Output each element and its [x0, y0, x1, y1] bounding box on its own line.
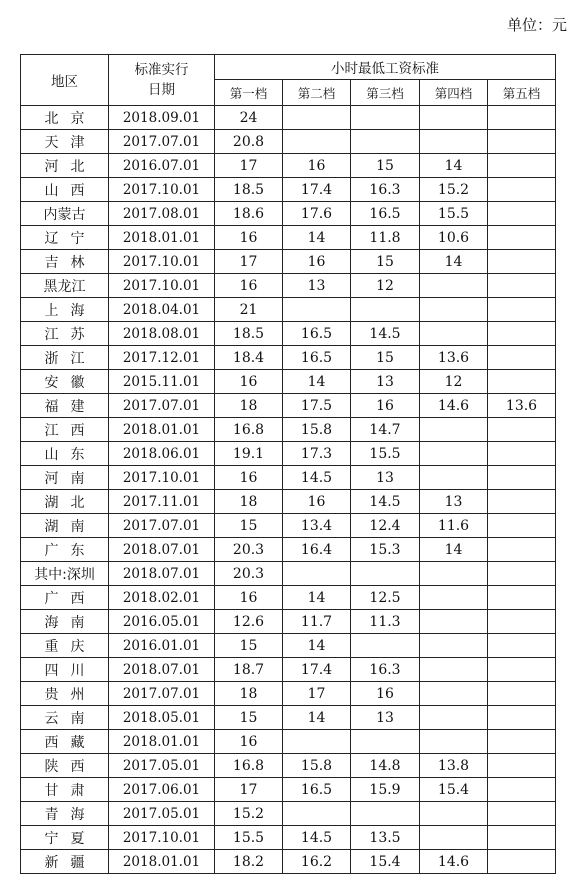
date-cell: 2017.05.01 — [109, 802, 215, 826]
tier-4-cell — [420, 802, 488, 826]
date-cell: 2018.01.01 — [109, 226, 215, 250]
tier-3-cell: 13 — [351, 370, 420, 394]
tier-3-cell: 15 — [351, 154, 420, 178]
date-cell: 2018.01.01 — [109, 730, 215, 754]
tier-2-cell: 14 — [283, 586, 351, 610]
table-row — [21, 466, 556, 490]
date-cell: 2017.07.01 — [109, 514, 215, 538]
tier-5-cell — [488, 778, 556, 802]
tier-3-cell: 16.3 — [351, 178, 420, 202]
tier-5-cell — [488, 634, 556, 658]
tier-4-cell: 11.6 — [420, 514, 488, 538]
tier-3-cell: 16.5 — [351, 202, 420, 226]
tier-1-cell: 20.8 — [215, 130, 283, 154]
tier-1-cell: 16 — [215, 370, 283, 394]
region-cell: 山西 — [21, 178, 109, 202]
tier-4-cell — [420, 562, 488, 586]
region-cell: 广西 — [21, 586, 109, 610]
region-cell: 浙江 — [21, 346, 109, 370]
tier-1-cell: 18.5 — [215, 322, 283, 346]
date-cell: 2017.05.01 — [109, 754, 215, 778]
tier-2-cell — [283, 298, 351, 322]
region-cell: 上海 — [21, 298, 109, 322]
tier-1-cell: 16.8 — [215, 754, 283, 778]
tier-2-cell: 17 — [283, 682, 351, 706]
region-cell: 湖北 — [21, 490, 109, 514]
table-row — [21, 850, 556, 874]
tier-5-cell — [488, 322, 556, 346]
date-cell: 2018.09.01 — [109, 106, 215, 130]
region-cell: 辽宁 — [21, 226, 109, 250]
tier-5-cell — [488, 226, 556, 250]
tier-5-cell — [488, 202, 556, 226]
header-date-label: 标准实行日期 — [134, 62, 189, 98]
tier-3-cell: 13.5 — [351, 826, 420, 850]
tier-4-cell — [420, 418, 488, 442]
tier-4-cell: 15.4 — [420, 778, 488, 802]
table-body — [21, 106, 556, 874]
date-cell: 2017.06.01 — [109, 778, 215, 802]
tier-2-cell: 14 — [283, 706, 351, 730]
region-cell: 甘肃 — [21, 778, 109, 802]
tier-5-cell — [488, 730, 556, 754]
tier-5-cell — [488, 490, 556, 514]
region-cell: 陕西 — [21, 754, 109, 778]
tier-1-cell: 18.4 — [215, 346, 283, 370]
table-row — [21, 706, 556, 730]
region-cell: 江苏 — [21, 322, 109, 346]
date-cell: 2018.05.01 — [109, 706, 215, 730]
tier-2-cell: 16 — [283, 154, 351, 178]
header-date — [109, 55, 215, 106]
table-row — [21, 562, 556, 586]
tier-4-cell: 13.6 — [420, 346, 488, 370]
table-row — [21, 658, 556, 682]
tier-3-cell — [351, 562, 420, 586]
tier-3-cell: 15 — [351, 250, 420, 274]
date-cell: 2015.11.01 — [109, 370, 215, 394]
table-row — [21, 394, 556, 418]
tier-4-cell — [420, 634, 488, 658]
date-cell: 2017.07.01 — [109, 130, 215, 154]
table-row — [21, 418, 556, 442]
table-row — [21, 754, 556, 778]
tier-3-cell — [351, 130, 420, 154]
tier-3-cell: 14.5 — [351, 322, 420, 346]
tier-2-cell: 13.4 — [283, 514, 351, 538]
region-cell: 四川 — [21, 658, 109, 682]
tier-5-cell — [488, 538, 556, 562]
region-cell: 重庆 — [21, 634, 109, 658]
date-cell: 2018.01.01 — [109, 418, 215, 442]
date-cell: 2017.10.01 — [109, 466, 215, 490]
header-tier-5: 第五档 — [488, 80, 556, 106]
tier-3-cell — [351, 634, 420, 658]
table-row — [21, 106, 556, 130]
tier-2-cell: 17.5 — [283, 394, 351, 418]
tier-5-cell — [488, 298, 556, 322]
table-row — [21, 250, 556, 274]
date-cell: 2017.07.01 — [109, 682, 215, 706]
region-cell: 河南 — [21, 466, 109, 490]
tier-1-cell: 18 — [215, 682, 283, 706]
tier-1-cell: 17 — [215, 250, 283, 274]
tier-2-cell: 15.8 — [283, 418, 351, 442]
tier-2-cell: 16 — [283, 490, 351, 514]
tier-1-cell: 15.2 — [215, 802, 283, 826]
tier-5-cell — [488, 562, 556, 586]
tier-1-cell: 20.3 — [215, 562, 283, 586]
tier-3-cell: 15.3 — [351, 538, 420, 562]
header-tier-4: 第四档 — [420, 80, 488, 106]
tier-4-cell — [420, 586, 488, 610]
region-cell: 云南 — [21, 706, 109, 730]
tier-4-cell — [420, 442, 488, 466]
tier-2-cell: 14.5 — [283, 466, 351, 490]
table-row — [21, 538, 556, 562]
tier-3-cell: 14.5 — [351, 490, 420, 514]
tier-1-cell: 12.6 — [215, 610, 283, 634]
date-cell: 2017.10.01 — [109, 250, 215, 274]
region-cell: 北京 — [21, 106, 109, 130]
tier-5-cell — [488, 346, 556, 370]
tier-3-cell: 15.5 — [351, 442, 420, 466]
region-cell: 青海 — [21, 802, 109, 826]
tier-2-cell: 16 — [283, 250, 351, 274]
tier-3-cell: 12.5 — [351, 586, 420, 610]
tier-3-cell: 13 — [351, 706, 420, 730]
tier-4-cell: 14.6 — [420, 394, 488, 418]
header-tier-2: 第二档 — [283, 80, 351, 106]
tier-1-cell: 16 — [215, 730, 283, 754]
tier-1-cell: 18.7 — [215, 658, 283, 682]
table-row — [21, 298, 556, 322]
tier-3-cell: 16 — [351, 682, 420, 706]
region-cell: 天津 — [21, 130, 109, 154]
header-hourly-wage-group: 小时最低工资标准 — [215, 55, 556, 80]
tier-5-cell — [488, 178, 556, 202]
tier-4-cell: 15.2 — [420, 178, 488, 202]
table-row — [21, 442, 556, 466]
date-cell: 2017.10.01 — [109, 826, 215, 850]
tier-1-cell: 18 — [215, 394, 283, 418]
tier-5-cell — [488, 610, 556, 634]
region-cell: 广东 — [21, 538, 109, 562]
header-tier-3: 第三档 — [351, 80, 420, 106]
tier-2-cell: 14 — [283, 634, 351, 658]
tier-3-cell: 11.8 — [351, 226, 420, 250]
tier-3-cell: 15.4 — [351, 850, 420, 874]
tier-4-cell: 13.8 — [420, 754, 488, 778]
tier-1-cell: 16 — [215, 226, 283, 250]
date-cell: 2017.12.01 — [109, 346, 215, 370]
tier-1-cell: 15 — [215, 706, 283, 730]
tier-1-cell: 15.5 — [215, 826, 283, 850]
table-row — [21, 226, 556, 250]
tier-4-cell — [420, 682, 488, 706]
region-cell: 贵州 — [21, 682, 109, 706]
tier-1-cell: 16.8 — [215, 418, 283, 442]
tier-5-cell — [488, 442, 556, 466]
tier-1-cell: 15 — [215, 634, 283, 658]
tier-4-cell — [420, 130, 488, 154]
date-cell: 2017.07.01 — [109, 394, 215, 418]
region-cell: 江西 — [21, 418, 109, 442]
tier-4-cell — [420, 730, 488, 754]
region-cell: 宁夏 — [21, 826, 109, 850]
tier-1-cell: 18.2 — [215, 850, 283, 874]
tier-2-cell: 17.4 — [283, 178, 351, 202]
tier-4-cell: 14.6 — [420, 850, 488, 874]
table-row — [21, 586, 556, 610]
tier-5-cell — [488, 754, 556, 778]
tier-5-cell — [488, 154, 556, 178]
header-tier-1: 第一档 — [215, 80, 283, 106]
tier-5-cell — [488, 826, 556, 850]
tier-5-cell — [488, 586, 556, 610]
tier-1-cell: 21 — [215, 298, 283, 322]
region-cell: 西藏 — [21, 730, 109, 754]
tier-1-cell: 24 — [215, 106, 283, 130]
tier-2-cell — [283, 562, 351, 586]
date-cell: 2018.04.01 — [109, 298, 215, 322]
tier-4-cell: 14 — [420, 538, 488, 562]
region-cell: 海南 — [21, 610, 109, 634]
tier-5-cell — [488, 850, 556, 874]
table-row — [21, 370, 556, 394]
date-cell: 2017.10.01 — [109, 178, 215, 202]
tier-4-cell — [420, 466, 488, 490]
tier-3-cell: 14.7 — [351, 418, 420, 442]
tier-2-cell: 17.6 — [283, 202, 351, 226]
tier-4-cell — [420, 658, 488, 682]
tier-3-cell: 12.4 — [351, 514, 420, 538]
table-row — [21, 682, 556, 706]
table-row — [21, 178, 556, 202]
tier-5-cell — [488, 130, 556, 154]
tier-2-cell: 15.8 — [283, 754, 351, 778]
table-row — [21, 634, 556, 658]
minimum-wage-table — [20, 54, 556, 874]
region-cell: 河北 — [21, 154, 109, 178]
tier-2-cell: 16.5 — [283, 322, 351, 346]
tier-1-cell: 16 — [215, 586, 283, 610]
tier-4-cell — [420, 706, 488, 730]
tier-2-cell — [283, 730, 351, 754]
tier-2-cell — [283, 130, 351, 154]
tier-4-cell — [420, 106, 488, 130]
date-cell: 2016.07.01 — [109, 154, 215, 178]
tier-3-cell — [351, 802, 420, 826]
tier-1-cell: 20.3 — [215, 538, 283, 562]
tier-2-cell: 16.5 — [283, 346, 351, 370]
table-row — [21, 274, 556, 298]
tier-3-cell: 16.3 — [351, 658, 420, 682]
table-row — [21, 322, 556, 346]
tier-2-cell: 14 — [283, 370, 351, 394]
region-cell: 山东 — [21, 442, 109, 466]
tier-3-cell: 15.9 — [351, 778, 420, 802]
tier-4-cell — [420, 322, 488, 346]
tier-5-cell — [488, 274, 556, 298]
tier-2-cell: 17.4 — [283, 658, 351, 682]
tier-1-cell: 16 — [215, 466, 283, 490]
tier-3-cell — [351, 298, 420, 322]
table-row — [21, 130, 556, 154]
table-row — [21, 778, 556, 802]
table-row — [21, 154, 556, 178]
tier-5-cell — [488, 466, 556, 490]
tier-3-cell — [351, 730, 420, 754]
tier-1-cell: 16 — [215, 274, 283, 298]
tier-4-cell — [420, 610, 488, 634]
tier-5-cell — [488, 802, 556, 826]
unit-label: 单位：元 — [506, 16, 567, 34]
region-cell: 内蒙古 — [21, 202, 109, 226]
tier-2-cell: 14.5 — [283, 826, 351, 850]
tier-5-cell — [488, 706, 556, 730]
tier-4-cell: 13 — [420, 490, 488, 514]
tier-5-cell — [488, 250, 556, 274]
tier-4-cell: 10.6 — [420, 226, 488, 250]
region-cell: 其中:深圳 — [21, 562, 109, 586]
tier-1-cell: 19.1 — [215, 442, 283, 466]
tier-4-cell — [420, 826, 488, 850]
tier-2-cell: 11.7 — [283, 610, 351, 634]
region-cell: 湖南 — [21, 514, 109, 538]
date-cell: 2018.01.01 — [109, 850, 215, 874]
tier-1-cell: 18 — [215, 490, 283, 514]
tier-3-cell: 16 — [351, 394, 420, 418]
tier-5-cell — [488, 658, 556, 682]
tier-2-cell: 14 — [283, 226, 351, 250]
table-row — [21, 202, 556, 226]
date-cell: 2017.11.01 — [109, 490, 215, 514]
tier-4-cell: 15.5 — [420, 202, 488, 226]
date-cell: 2018.06.01 — [109, 442, 215, 466]
tier-2-cell — [283, 802, 351, 826]
tier-2-cell: 17.3 — [283, 442, 351, 466]
table-row — [21, 346, 556, 370]
date-cell: 2018.08.01 — [109, 322, 215, 346]
table-row — [21, 490, 556, 514]
tier-4-cell: 14 — [420, 154, 488, 178]
tier-3-cell: 13 — [351, 466, 420, 490]
tier-5-cell — [488, 106, 556, 130]
region-cell: 黑龙江 — [21, 274, 109, 298]
tier-2-cell: 13 — [283, 274, 351, 298]
tier-5-cell — [488, 514, 556, 538]
date-cell: 2018.02.01 — [109, 586, 215, 610]
tier-1-cell: 17 — [215, 154, 283, 178]
table-row — [21, 826, 556, 850]
table-row — [21, 730, 556, 754]
tier-1-cell: 17 — [215, 778, 283, 802]
tier-4-cell: 14 — [420, 250, 488, 274]
tier-5-cell — [488, 682, 556, 706]
tier-3-cell: 12 — [351, 274, 420, 298]
tier-2-cell — [283, 106, 351, 130]
tier-2-cell: 16.2 — [283, 850, 351, 874]
date-cell: 2018.07.01 — [109, 538, 215, 562]
date-cell: 2017.08.01 — [109, 202, 215, 226]
tier-3-cell — [351, 106, 420, 130]
tier-2-cell: 16.4 — [283, 538, 351, 562]
date-cell: 2016.05.01 — [109, 610, 215, 634]
tier-4-cell — [420, 274, 488, 298]
tier-5-cell — [488, 418, 556, 442]
tier-1-cell: 18.5 — [215, 178, 283, 202]
table-row — [21, 514, 556, 538]
tier-3-cell: 14.8 — [351, 754, 420, 778]
date-cell: 2017.10.01 — [109, 274, 215, 298]
date-cell: 2018.07.01 — [109, 658, 215, 682]
tier-4-cell — [420, 298, 488, 322]
tier-3-cell: 11.3 — [351, 610, 420, 634]
tier-2-cell: 16.5 — [283, 778, 351, 802]
region-cell: 安徽 — [21, 370, 109, 394]
tier-5-cell — [488, 370, 556, 394]
tier-3-cell: 15 — [351, 346, 420, 370]
tier-1-cell: 15 — [215, 514, 283, 538]
tier-1-cell: 18.6 — [215, 202, 283, 226]
region-cell: 新疆 — [21, 850, 109, 874]
tier-5-cell: 13.6 — [488, 394, 556, 418]
region-cell: 福建 — [21, 394, 109, 418]
header-region: 地区 — [21, 55, 109, 106]
region-cell: 吉林 — [21, 250, 109, 274]
date-cell: 2018.07.01 — [109, 562, 215, 586]
date-cell: 2016.01.01 — [109, 634, 215, 658]
tier-4-cell: 12 — [420, 370, 488, 394]
table-row — [21, 802, 556, 826]
table-row — [21, 610, 556, 634]
